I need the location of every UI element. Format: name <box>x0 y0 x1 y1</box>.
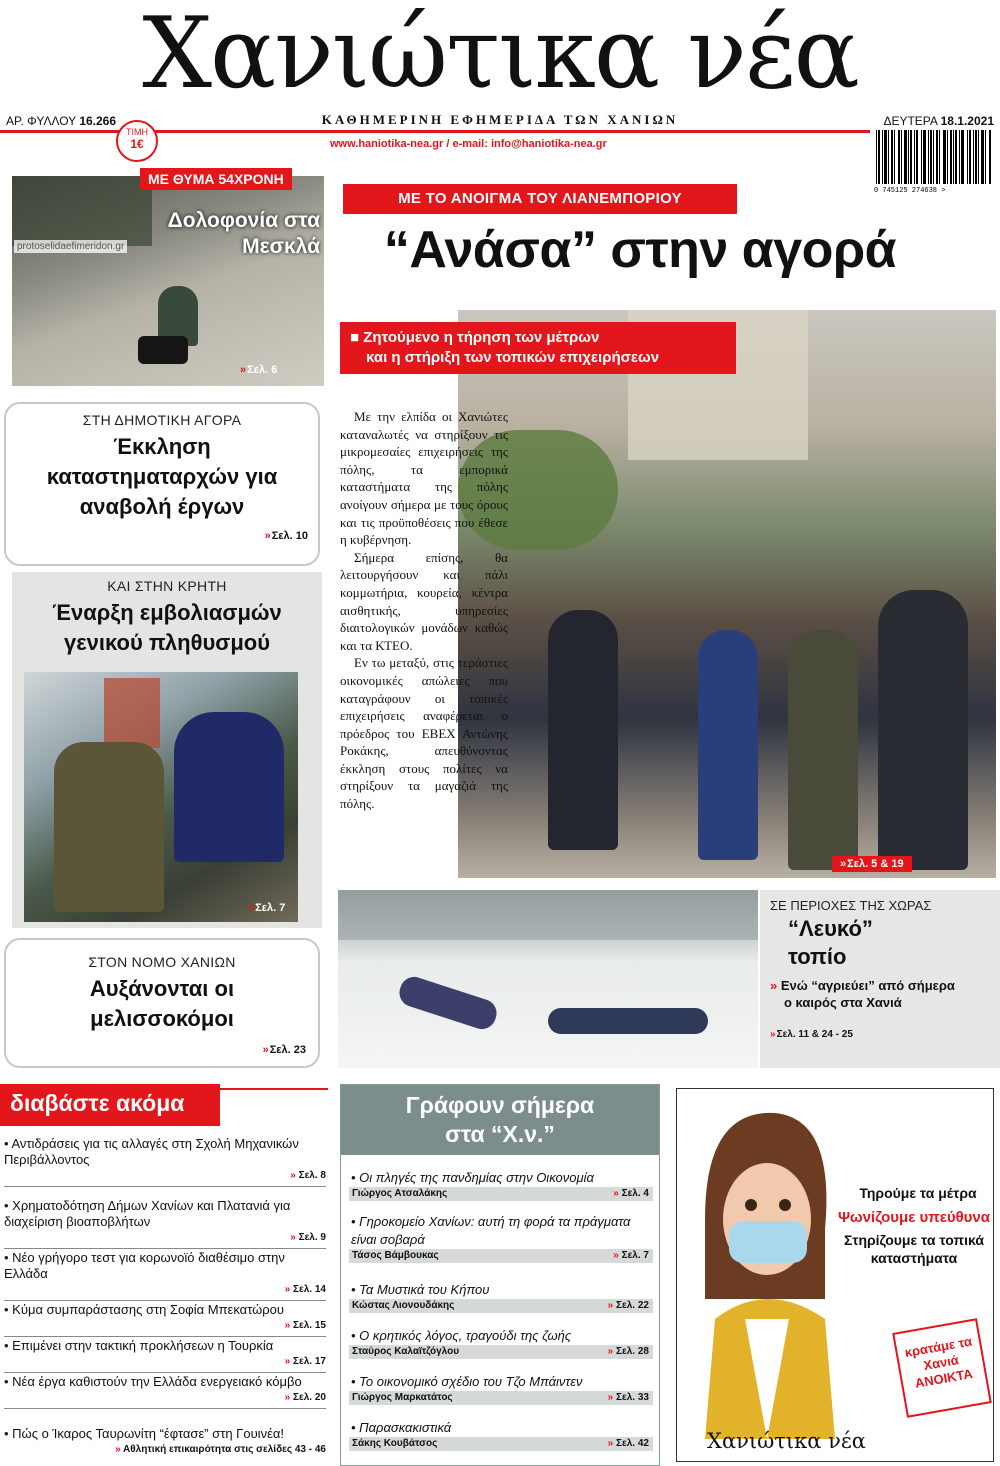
beekeepers-page-ref[interactable] <box>263 1044 306 1056</box>
murder-ref-text: Σελ. 6 <box>247 364 278 376</box>
snow-photo[interactable] <box>338 890 758 1068</box>
list-item[interactable]: • Πώς ο Ίκαρος Ταυρωνίτη “έφτασε” στη Γουινέα! » Αθλητική επικαιρότητα στις σελίδες 43 - 46 <box>4 1426 326 1460</box>
website-line[interactable]: www.haniotika-nea.gr / e-mail: info@haniotika-nea.gr <box>330 138 607 150</box>
vaccination-headline: Έναρξη εμβολιασμών γενικού πληθυσμού <box>52 600 282 655</box>
snow-sub-line-2: ο καιρός στα Χανιά <box>784 995 902 1010</box>
beekeepers-story[interactable] <box>4 938 320 1068</box>
lead-headline[interactable]: “Ανάσα” στην αγορά <box>383 221 897 279</box>
list-item-ref-text: Αθλητική επικαιρότητα στις σελίδες 43 - 46 <box>123 1444 326 1455</box>
columnists-title-line-2: στα “Χ.ν.” <box>445 1121 555 1147</box>
ad-stamp: κρατάμε τα Χανιά ΑΝΟΙΚΤΑ <box>892 1318 992 1418</box>
chevron-right-icon: » <box>262 1044 267 1056</box>
columnists-title <box>341 1085 659 1155</box>
list-item[interactable]: • Νέα έργα καθιστούν την Ελλάδα ενεργειακό κόμβο » Σελ. 20 <box>4 1374 326 1409</box>
column-author: Σάκης Κουβάτσος <box>352 1438 438 1449</box>
issue-date <box>883 114 994 128</box>
chevron-right-icon: » <box>607 1300 616 1311</box>
column-ref: Σελ. 7 <box>621 1250 649 1261</box>
column-title: Γηροκομείο Χανίων: αυτή τη φορά τα πράγματα είναι σοβαρά <box>351 1214 631 1247</box>
murder-headline[interactable]: Δολοφονία στα Μεσκλά <box>167 209 320 258</box>
column-ref: Σελ. 22 <box>616 1300 649 1311</box>
chevron-right-icon: » <box>840 858 845 870</box>
snow-kicker: ΣΕ ΠΕΡΙΟΧΕΣ ΤΗΣ ΧΩΡΑΣ <box>770 898 932 913</box>
snow-headline <box>788 915 990 971</box>
issue-number <box>6 114 116 128</box>
list-item-text: Νέα έργα καθιστούν την Ελλάδα ενεργειακό κόμβο <box>12 1374 302 1389</box>
lead-ref-text: Σελ. 5 & 19 <box>847 858 904 870</box>
square-bullet-icon: ■ <box>350 329 360 346</box>
chevron-right-icon: » <box>115 1444 124 1455</box>
chevron-right-icon: » <box>290 1232 299 1243</box>
lead-paragraph: Σήμερα επίσης, θα λειτουργήσουν και πάλι κομμωτήρια, κουρεία, κέντρα αισθητικής, υπηρεσίες διαιτολογικών μονάδων καθώς και τα ΚΤΕΟ. <box>340 549 508 653</box>
read-more-rule <box>220 1088 328 1090</box>
chevron-right-icon: » <box>770 1029 774 1040</box>
list-item[interactable]: • Τα Μυστικά του Κήπου Κώστας Λιονουδάκης » Σελ. 22 <box>349 1281 653 1313</box>
price-badge <box>116 120 158 162</box>
column-title: Τα Μυστικά του Κήπου <box>359 1282 490 1297</box>
barcode-icon <box>872 128 994 194</box>
chevron-right-icon: » <box>613 1188 622 1199</box>
watermark: protoselidaefimeridon.gr <box>14 240 127 253</box>
lead-paragraph: Με την ελπίδα οι Χανιώτες καταναλωτές να στηρίξουν τις μικρομεσαίες επιχειρήσεις της πόλης, τα εμπορικά καταστήματα της πόλης ανοίγουν σήμερα με τους όρους και τις προϋποθέσεις που έθεσε η κυβέρνηση. <box>340 409 508 548</box>
list-item-text: Κύμα συμπαράστασης στη Σοφία Μπεκατώρου <box>12 1302 285 1317</box>
vaccination-page-ref[interactable] <box>248 902 285 914</box>
column-ref: Σελ. 33 <box>616 1392 649 1403</box>
murder-page-ref[interactable] <box>240 364 277 376</box>
market-story[interactable] <box>4 402 320 566</box>
column-author: Τάσος Βάμβουκας <box>352 1250 439 1261</box>
list-item-ref-text: Σελ. 8 <box>298 1170 326 1181</box>
market-kicker: ΣΤΗ ΔΗΜΟΤΙΚΗ ΑΓΟΡΑ <box>82 412 242 428</box>
read-more-section <box>0 1084 328 1466</box>
column-author: Σταύρος Καλαϊτζόγλου <box>352 1346 460 1357</box>
lead-kicker: ΜΕ ΤΟ ΑΝΟΙΓΜΑ ΤΟΥ ΛΙΑΝΕΜΠΟΡΙΟΥ <box>343 184 737 214</box>
column-author: Κώστας Λιονουδάκης <box>352 1300 455 1311</box>
list-item-ref <box>4 1354 326 1370</box>
issue-date-value: 18.1.2021 <box>940 114 994 128</box>
list-item[interactable]: • Οι πληγές της πανδημίας στην Οικονομία Γιώργος Ατσαλάκης » Σελ. 4 <box>349 1169 653 1201</box>
beekeepers-ref-text: Σελ. 23 <box>269 1044 306 1056</box>
masthead-title: Χανιώτικα νέα <box>142 0 858 111</box>
lead-sub-line-1: Ζητούμενο η τήρηση των μέτρων <box>363 329 600 346</box>
column-ref: Σελ. 4 <box>621 1188 649 1199</box>
column-title: Το οικονομικό σχέδιο του Τζο Μπάιντεν <box>359 1374 583 1389</box>
ad-line-1: Τηρούμε τα μέτρα <box>859 1185 977 1201</box>
snow-subheadline <box>770 977 990 1011</box>
issue-day: ΔΕΥΤΕΡΑ <box>883 114 938 128</box>
list-item-text: Νέο γρήγορο τεστ για κορωνοϊό διαθέσιμο στην Ελλάδα <box>4 1250 285 1281</box>
list-item-ref-text: Σελ. 9 <box>298 1232 326 1243</box>
chevron-right-icon: » <box>284 1284 293 1295</box>
chevron-right-icon: » <box>607 1392 616 1403</box>
list-item[interactable]: • Κύμα συμπαράστασης στη Σοφία Μπεκατώρου » Σελ. 15 <box>4 1302 326 1337</box>
list-item[interactable]: • Το οικονομικό σχέδιο του Τζο Μπάιντεν Γιώργος Μαρκατάτος » Σελ. 33 <box>349 1373 653 1405</box>
snow-ref-text: Σελ. 11 & 24 - 25 <box>776 1029 853 1040</box>
list-item-ref-text: Σελ. 15 <box>293 1320 326 1331</box>
chevron-right-icon: » <box>264 530 269 542</box>
list-item[interactable]: • Επιμένει στην τακτική προκλήσεων η Τουρκία » Σελ. 17 <box>4 1338 326 1373</box>
list-item-ref-text: Σελ. 17 <box>293 1356 326 1367</box>
lead-paragraph: Εν τω μεταξύ, στις τεράστιες οικονομικές απώλειες που καταγράφουν οι τοπικές επιχειρήσεις αναφέρεται ο πρόεδρος του ΕΒΕΧ Αντώνης Ροκάκης, απευθύνοντας έκκληση στους πολίτες να στηρίξουν τα μαγαζιά της πόλης. <box>340 655 508 812</box>
market-headline: Έκκληση καταστηματαρχών για αναβολή έργων <box>46 434 278 519</box>
list-item[interactable]: • Παρασκακιστικά Σάκης Κουβάτσος » Σελ. 42 <box>349 1419 653 1451</box>
list-item[interactable]: • Αντιδράσεις για τις αλλαγές στη Σχολή Μηχανικών Περιβάλλοντος » Σελ. 8 <box>4 1136 326 1187</box>
column-author: Γιώργος Ατσαλάκης <box>352 1188 448 1199</box>
tagline: ΚΑΘΗΜΕΡΙΝΗ ΕΦΗΜΕΡΙΔΑ ΤΩΝ ΧΑΝΙΩΝ <box>321 112 679 127</box>
column-author: Γιώργος Μαρκατάτος <box>352 1392 453 1403</box>
list-item-text: Επιμένει στην τακτική προκλήσεων η Τουρκία <box>12 1338 274 1353</box>
beekeepers-kicker: ΣΤΟΝ ΝΟΜΟ ΧΑΝΙΩΝ <box>88 954 236 970</box>
issue-label: ΑΡ. ΦΥΛΛΟΥ <box>6 114 76 128</box>
chevron-right-icon: » <box>248 902 253 914</box>
columnists-title-line-1: Γράφουν σήμερα <box>405 1092 595 1118</box>
column-title: Οι πληγές της πανδημίας στην Οικονομία <box>359 1170 594 1185</box>
market-page-ref[interactable] <box>265 530 308 542</box>
lead-body <box>340 408 508 813</box>
list-item[interactable]: • Γηροκομείο Χανίων: αυτή τη φορά τα πράγματα είναι σοβαρά Τάσος Βάμβουκας » Σελ. 7 <box>349 1213 653 1263</box>
list-item-text: Αντιδράσεις για τις αλλαγές στη Σχολή Μηχανικών Περιβάλλοντος <box>4 1136 299 1167</box>
chevron-right-icon: » <box>607 1346 616 1357</box>
lead-sub-line-2: και η στήριξη των τοπικών επιχειρήσεων <box>366 349 660 366</box>
read-more-title: διαβάστε ακόμα <box>0 1084 220 1126</box>
barcode-digits: 0 745125 274638 > <box>874 187 946 194</box>
column-title: Παρασκακιστικά <box>359 1420 452 1435</box>
snow-title-line-1: “Λευκό” <box>788 916 873 941</box>
list-item[interactable]: • Χρηματοδότηση Δήμων Χανίων και Πλατανιά για διαχείριση βιοαποβλήτων » Σελ. 9 <box>4 1198 326 1249</box>
lead-photo[interactable] <box>458 310 996 878</box>
chevron-right-icon: » <box>240 364 245 376</box>
vaccination-kicker: ΚΑΙ ΣΤΗΝ ΚΡΗΤΗ <box>107 578 227 594</box>
list-item-ref <box>4 1168 326 1184</box>
list-item-ref-text: Σελ. 14 <box>293 1284 326 1295</box>
lead-subheadline <box>340 322 736 374</box>
list-item[interactable]: • Ο κρητικός λόγος, τραγούδι της ζωής Σταύρος Καλαϊτζόγλου » Σελ. 28 <box>349 1327 653 1359</box>
lead-page-ref[interactable] <box>832 856 912 872</box>
murder-tag: ΜΕ ΘΥΜΑ 54ΧΡΟΝΗ <box>140 168 292 190</box>
chevron-right-icon: » <box>770 978 778 993</box>
issue-value: 16.266 <box>79 114 117 128</box>
column-title: Ο κρητικός λόγος, τραγούδι της ζωής <box>359 1328 572 1343</box>
beekeepers-headline: Αυξάνονται οι μελισσοκόμοι <box>89 976 235 1031</box>
price-value: 1€ <box>130 137 144 151</box>
list-item-ref <box>4 1230 326 1246</box>
list-item-ref <box>4 1390 326 1406</box>
vaccination-ref-text: Σελ. 7 <box>255 902 286 914</box>
list-item-ref <box>4 1442 326 1458</box>
snow-title-line-2: τοπίο <box>788 944 847 969</box>
chevron-right-icon: » <box>607 1438 616 1449</box>
chevron-right-icon: » <box>284 1392 293 1403</box>
price-label: ΤΙΜΗ <box>126 127 148 137</box>
ad-logo: Χανιώτικα νέα <box>707 1429 866 1453</box>
ad-line-2: Ψωνίζουμε υπεύθυνα <box>838 1209 990 1226</box>
list-item-ref <box>4 1318 326 1334</box>
list-item-text: Πώς ο Ίκαρος Ταυρωνίτη “έφτασε” στη Γουινέα! <box>12 1426 284 1441</box>
chevron-right-icon: » <box>284 1356 293 1367</box>
chevron-right-icon: » <box>290 1170 299 1181</box>
shop-local-ad[interactable] <box>676 1088 994 1462</box>
columnists-section <box>340 1084 660 1466</box>
snow-page-ref[interactable] <box>770 1029 990 1040</box>
snow-sub-line-1: Ενώ “αγριεύει” από σήμερα <box>780 978 955 993</box>
vaccination-photo[interactable] <box>24 672 298 922</box>
list-item-ref <box>4 1282 326 1298</box>
list-item[interactable]: • Νέο γρήγορο τεστ για κορωνοϊό διαθέσιμο στην Ελλάδα » Σελ. 14 <box>4 1250 326 1301</box>
market-ref-text: Σελ. 10 <box>271 530 308 542</box>
column-ref: Σελ. 28 <box>616 1346 649 1357</box>
list-item-ref-text: Σελ. 20 <box>293 1392 326 1403</box>
masked-woman-illustration <box>685 1099 845 1439</box>
chevron-right-icon: » <box>613 1250 622 1261</box>
snow-story[interactable] <box>760 890 1000 1068</box>
list-item-text: Χρηματοδότηση Δήμων Χανίων και Πλατανιά για διαχείριση βιοαποβλήτων <box>4 1198 291 1229</box>
chevron-right-icon: » <box>284 1320 293 1331</box>
ad-line-3: Στηρίζουμε τα τοπικά καταστήματα <box>844 1232 984 1266</box>
column-ref: Σελ. 42 <box>616 1438 649 1449</box>
